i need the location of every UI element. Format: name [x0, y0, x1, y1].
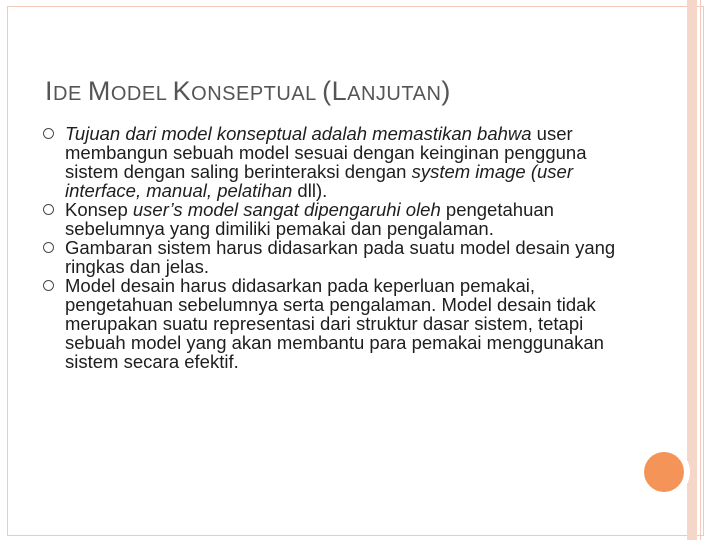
title-segment: ) [441, 76, 451, 106]
bullet-text: dll). [292, 180, 328, 201]
title-segment: I [45, 76, 54, 106]
hollow-circle-icon [43, 280, 54, 291]
hollow-circle-icon [43, 204, 54, 215]
bullet-text: system image (user interface, manual, pelatihan [65, 161, 573, 201]
title-segment: ANJUTAN [347, 83, 442, 105]
bullet-text: Model desain harus didasarkan pada keperluan pemakai, pengetahuan sebelumnya serta pengalaman. Model desain tidak merupakan suatu representasi dari struktur dasar sistem, tetapi sebuah model yang akan membantu para pemakai menggunakan sistem secara efektif. [65, 275, 604, 372]
slide-title [45, 76, 451, 107]
bullet-text: pengetahuan sebelumnya yang dimiliki pemakai dan pengalaman. [65, 199, 554, 239]
title-segment: DE [53, 83, 88, 105]
title-segment: M [87, 76, 111, 106]
hollow-circle-icon [43, 242, 54, 253]
orange-circle-icon [644, 452, 684, 492]
side-line [700, 0, 701, 540]
bullet-item [40, 276, 620, 371]
bullet-item [40, 124, 620, 200]
bullet-text: Konsep [65, 199, 133, 220]
title-segment: ONSEPTUAL [191, 83, 323, 105]
bullet-item [40, 238, 620, 276]
bullet-text: Gambaran sistem harus didasarkan pada suatu model desain yang ringkas dan jelas. [65, 237, 616, 277]
title-segment: K [172, 76, 192, 106]
side-strip [687, 0, 697, 540]
bullet-text: Tujuan dari model konseptual adalah memastikan bahwa [65, 123, 532, 144]
title-segment: ODEL [110, 83, 173, 105]
bullet-text: user’s model sangat dipengaruhi oleh [132, 199, 441, 220]
bullet-list [40, 124, 620, 371]
title-segment: (L [322, 76, 348, 106]
bullet-item [40, 200, 620, 238]
hollow-circle-icon [43, 128, 54, 139]
bullet-text: user membangun sebuah model sesuai dengan keinginan pengguna sistem dengan saling berinteraksi dengan [65, 123, 587, 182]
